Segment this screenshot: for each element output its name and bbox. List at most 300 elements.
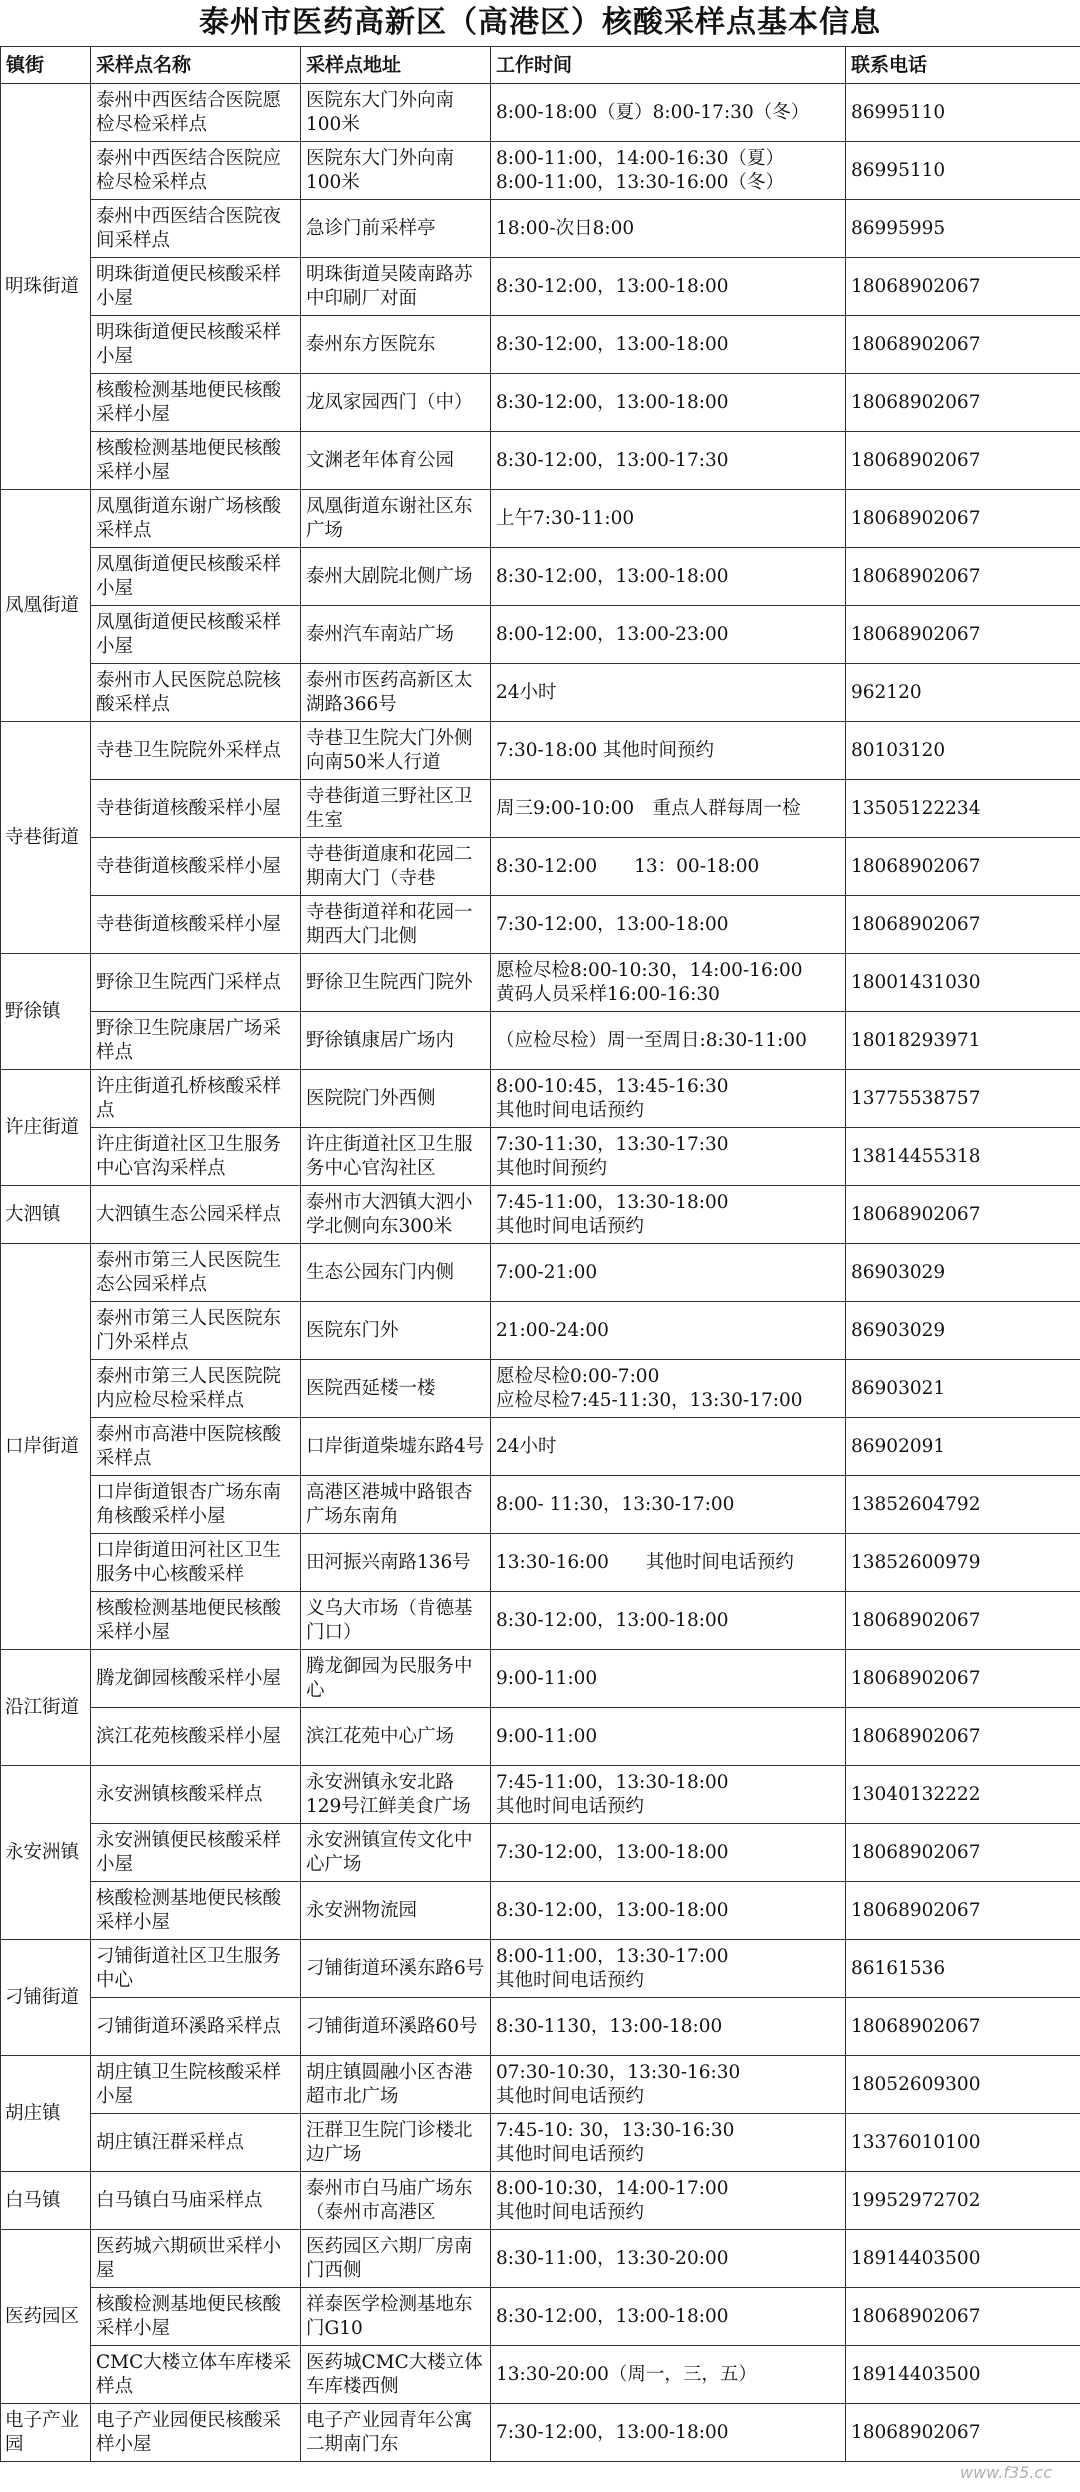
address-cell-text: 电子产业园青年公寓二期南门东 — [306, 2409, 473, 2455]
hours-cell — [491, 1070, 846, 1128]
site-name-cell-text: 凤凰街道东谢广场核酸采样点 — [96, 495, 282, 541]
table-row — [1, 2114, 1080, 2172]
site-name-cell-text: 寺巷街道核酸采样小屋 — [96, 913, 282, 935]
phone-cell-text: 86903029 — [851, 1319, 946, 1341]
town-cell: 明珠街道 — [1, 84, 91, 490]
phone-cell-text: 962120 — [851, 681, 922, 703]
phone-cell — [846, 1418, 1080, 1476]
table-row — [1, 2056, 1080, 2114]
site-name-cell — [91, 316, 301, 374]
hours-cell — [491, 1824, 846, 1882]
table-row — [1, 1592, 1080, 1650]
site-name-cell — [91, 1302, 301, 1360]
phone-cell-text: 86903021 — [851, 1377, 946, 1399]
address-cell-text: 龙凤家园西门（中） — [306, 391, 473, 413]
address-cell — [301, 1882, 491, 1940]
site-name-cell-text: 大泗镇生态公园采样点 — [96, 1203, 282, 1225]
phone-cell-text: 18068902067 — [851, 1899, 981, 1921]
town-cell: 口岸街道 — [1, 1244, 91, 1650]
site-name-cell — [91, 1766, 301, 1824]
phone-cell-text: 18068902067 — [851, 1203, 981, 1225]
phone-cell — [846, 258, 1080, 316]
column-header-site-name: 采样点名称 — [91, 47, 301, 84]
table-row — [1, 780, 1080, 838]
table-header-row — [1, 47, 1080, 84]
address-cell-text: 永安洲镇永安北路129号江鲜美食广场 — [306, 1771, 471, 1817]
table-row — [1, 1128, 1080, 1186]
site-name-cell-text: 泰州市第三人民医院院内应检尽检采样点 — [96, 1365, 282, 1411]
hours-cell — [491, 1476, 846, 1534]
phone-cell — [846, 84, 1080, 142]
address-cell-text: 口岸街道柴墟东路4号 — [306, 1435, 485, 1457]
address-cell — [301, 2404, 491, 2462]
address-cell — [301, 1418, 491, 1476]
phone-cell — [846, 1650, 1080, 1708]
address-cell — [301, 1360, 491, 1418]
table-row — [1, 1012, 1080, 1070]
address-cell — [301, 142, 491, 200]
phone-cell — [846, 1360, 1080, 1418]
phone-cell-text: 18914403500 — [851, 2363, 981, 2385]
site-name-cell — [91, 2288, 301, 2346]
phone-cell-text: 13040132222 — [851, 1783, 981, 1805]
phone-cell-text: 86995995 — [851, 217, 946, 239]
hours-cell-text: 8:30-12:00，13:00-18:00 — [496, 565, 729, 587]
address-cell — [301, 374, 491, 432]
address-cell-text: 医院东门外 — [306, 1319, 399, 1341]
phone-cell-text: 13852604792 — [851, 1493, 981, 1515]
phone-cell — [846, 1244, 1080, 1302]
address-cell-text: 永安洲物流园 — [306, 1899, 418, 1921]
column-header-hours: 工作时间 — [491, 47, 846, 84]
hours-cell — [491, 2056, 846, 2114]
table-row — [1, 2172, 1080, 2230]
town-cell: 刁铺街道 — [1, 1940, 91, 2056]
address-cell-text: 野徐镇康居广场内 — [306, 1029, 455, 1051]
address-cell-text: 泰州市大泗镇大泗小学北侧向东300米 — [306, 1191, 473, 1237]
address-cell — [301, 2114, 491, 2172]
site-name-cell-text: 核酸检测基地便民核酸采样小屋 — [96, 2293, 282, 2339]
phone-cell-text: 86995110 — [851, 159, 946, 181]
table-row — [1, 1998, 1080, 2056]
address-cell-text: 泰州汽车南站广场 — [306, 623, 455, 645]
phone-cell-text: 18068902067 — [851, 2421, 981, 2443]
address-cell-text: 医院东大门外向南100米 — [306, 89, 455, 135]
hours-cell-text: 8:30-12:00，13:00-18:00 — [496, 1899, 729, 1921]
site-name-cell-text: 野徐卫生院西门采样点 — [96, 971, 282, 993]
phone-cell-text: 18068902067 — [851, 565, 981, 587]
phone-cell — [846, 316, 1080, 374]
table-row — [1, 1360, 1080, 1418]
address-cell — [301, 258, 491, 316]
address-cell-text: 医院院门外西侧 — [306, 1087, 436, 1109]
column-header-address: 采样点地址 — [301, 47, 491, 84]
address-cell-text: 滨江花苑中心广场 — [306, 1725, 455, 1747]
hours-cell — [491, 200, 846, 258]
address-cell-text: 泰州东方医院东 — [306, 333, 436, 355]
sampling-sites-table — [0, 46, 1080, 2462]
site-name-cell-text: 核酸检测基地便民核酸采样小屋 — [96, 437, 282, 483]
address-cell — [301, 1302, 491, 1360]
hours-cell — [491, 1882, 846, 1940]
phone-cell — [846, 1882, 1080, 1940]
hours-cell-text: 7:45-11:00，13:30-18:00 其他时间电话预约 — [496, 1771, 729, 1817]
site-name-cell — [91, 84, 301, 142]
address-cell — [301, 316, 491, 374]
address-cell-text: 医药园区六期厂房南门西侧 — [306, 2235, 473, 2281]
hours-cell-text: 8:30-12:00，13:00-18:00 — [496, 333, 729, 355]
hours-cell-text: （应检尽检）周一至周日:8:30-11:00 — [496, 1029, 807, 1051]
hours-cell — [491, 664, 846, 722]
address-cell — [301, 490, 491, 548]
table-row — [1, 2230, 1080, 2288]
phone-cell — [846, 2114, 1080, 2172]
hours-cell — [491, 548, 846, 606]
hours-cell — [491, 1534, 846, 1592]
site-name-cell-text: 寺巷街道核酸采样小屋 — [96, 855, 282, 877]
town-cell: 电子产业园 — [1, 2404, 91, 2462]
phone-cell-text: 13814455318 — [851, 1145, 981, 1167]
phone-cell — [846, 1592, 1080, 1650]
phone-cell — [846, 1824, 1080, 1882]
site-name-cell-text: 医药城六期硕世采样小屋 — [96, 2235, 282, 2281]
site-name-cell — [91, 1070, 301, 1128]
table-row — [1, 142, 1080, 200]
phone-cell-text: 86902091 — [851, 1435, 946, 1457]
site-name-cell — [91, 1534, 301, 1592]
site-name-cell — [91, 1824, 301, 1882]
address-cell — [301, 1476, 491, 1534]
phone-cell-text: 86903029 — [851, 1261, 946, 1283]
hours-cell-text: 8:30-11:00，13:30-20:00 — [496, 2247, 729, 2269]
site-name-cell-text: 永安洲镇便民核酸采样小屋 — [96, 1829, 282, 1875]
site-name-cell-text: 明珠街道便民核酸采样小屋 — [96, 263, 282, 309]
hours-cell — [491, 490, 846, 548]
hours-cell-text: 8:00-11:00，13:30-17:00 其他时间电话预约 — [496, 1945, 729, 1991]
table-row — [1, 1244, 1080, 1302]
table-row — [1, 1186, 1080, 1244]
address-cell — [301, 2288, 491, 2346]
address-cell-text: 汪群卫生院门诊楼北边广场 — [306, 2119, 473, 2165]
table-row — [1, 432, 1080, 490]
site-name-cell — [91, 258, 301, 316]
address-cell — [301, 1998, 491, 2056]
phone-cell-text: 18068902067 — [851, 2305, 981, 2327]
hours-cell — [491, 2346, 846, 2404]
hours-cell — [491, 1418, 846, 1476]
phone-cell — [846, 142, 1080, 200]
site-name-cell — [91, 722, 301, 780]
site-name-cell — [91, 1940, 301, 1998]
hours-cell-text: 18:00-次日8:00 — [496, 217, 635, 239]
site-name-cell — [91, 142, 301, 200]
phone-cell-text: 18018293971 — [851, 1029, 981, 1051]
address-cell-text: 寺巷街道祥和花园一期西大门北侧 — [306, 901, 473, 947]
site-name-cell — [91, 2346, 301, 2404]
table-row — [1, 84, 1080, 142]
phone-cell-text: 18068902067 — [851, 333, 981, 355]
phone-cell-text: 18068902067 — [851, 623, 981, 645]
hours-cell — [491, 1302, 846, 1360]
site-name-cell — [91, 664, 301, 722]
phone-cell — [846, 1998, 1080, 2056]
site-name-cell — [91, 1360, 301, 1418]
hours-cell-text: 21:00-24:00 — [496, 1319, 609, 1341]
table-row — [1, 606, 1080, 664]
hours-cell — [491, 954, 846, 1012]
site-name-cell-text: 永安洲镇核酸采样点 — [96, 1783, 263, 1805]
hours-cell-text: 愿检尽检8:00-10:30，14:00-16:00 黄码人员采样16:00-16:30 — [496, 959, 803, 1005]
phone-cell — [846, 374, 1080, 432]
table-row — [1, 1534, 1080, 1592]
phone-cell-text: 18068902067 — [851, 855, 981, 877]
hours-cell-text: 8:30-1130，13:00-18:00 — [496, 2015, 723, 2037]
address-cell-text: 刁铺街道环溪路60号 — [306, 2015, 478, 2037]
phone-cell-text: 18068902067 — [851, 1609, 981, 1631]
address-cell — [301, 954, 491, 1012]
address-cell-text: 医院西延楼一楼 — [306, 1377, 436, 1399]
hours-cell — [491, 896, 846, 954]
hours-cell — [491, 316, 846, 374]
hours-cell — [491, 2172, 846, 2230]
address-cell — [301, 1766, 491, 1824]
phone-cell-text: 86995110 — [851, 101, 946, 123]
hours-cell-text: 8:30-12:00，13:00-17:30 — [496, 449, 729, 471]
address-cell-text: 义乌大市场（肯德基门口） — [306, 1597, 473, 1643]
hours-cell-text: 7:30-11:30，13:30-17:30 其他时间预约 — [496, 1133, 729, 1179]
address-cell — [301, 432, 491, 490]
hours-cell-text: 7:00-21:00 — [496, 1261, 598, 1283]
hours-cell-text: 8:00-12:00，13:00-23:00 — [496, 623, 729, 645]
table-row — [1, 1882, 1080, 1940]
hours-cell-text: 8:00-10:45，13:45-16:30 其他时间电话预约 — [496, 1075, 729, 1121]
site-name-cell — [91, 432, 301, 490]
phone-cell — [846, 1012, 1080, 1070]
site-name-cell-text: 胡庄镇汪群采样点 — [96, 2131, 245, 2153]
phone-cell-text: 86161536 — [851, 1957, 946, 1979]
address-cell-text: 寺巷卫生院大门外侧向南50米人行道 — [306, 727, 473, 773]
site-name-cell — [91, 1650, 301, 1708]
address-cell-text: 医院东大门外向南100米 — [306, 147, 455, 193]
phone-cell-text: 18052609300 — [851, 2073, 981, 2095]
hours-cell — [491, 1128, 846, 1186]
town-cell: 医药园区 — [1, 2230, 91, 2404]
site-name-cell — [91, 780, 301, 838]
address-cell — [301, 1940, 491, 1998]
site-name-cell — [91, 1244, 301, 1302]
phone-cell-text: 80103120 — [851, 739, 946, 761]
site-name-cell — [91, 548, 301, 606]
address-cell-text: 野徐卫生院西门院外 — [306, 971, 473, 993]
hours-cell-text: 8:30-12:00，13:00-18:00 — [496, 1609, 729, 1631]
table-body — [1, 84, 1080, 2462]
phone-cell — [846, 2404, 1080, 2462]
address-cell — [301, 606, 491, 664]
address-cell — [301, 1186, 491, 1244]
address-cell-text: 田河振兴南路136号 — [306, 1551, 471, 1573]
hours-cell-text: 13:30-20:00（周一，三，五） — [496, 2363, 757, 2385]
address-cell — [301, 1128, 491, 1186]
hours-cell-text: 7:30-12:00，13:00-18:00 — [496, 1841, 729, 1863]
hours-cell — [491, 1708, 846, 1766]
phone-cell — [846, 548, 1080, 606]
site-name-cell-text: 许庄街道孔桥核酸采样点 — [96, 1075, 282, 1121]
site-name-cell-text: 泰州中西医结合医院夜间采样点 — [96, 205, 282, 251]
hours-cell-text: 7:30-12:00，13:00-18:00 — [496, 2421, 729, 2443]
town-cell: 胡庄镇 — [1, 2056, 91, 2172]
phone-cell-text: 18001431030 — [851, 971, 981, 993]
hours-cell — [491, 1650, 846, 1708]
hours-cell-text: 7:45-10: 30，13:30-16:30 其他时间电话预约 — [496, 2119, 735, 2165]
phone-cell — [846, 1534, 1080, 1592]
site-name-cell — [91, 374, 301, 432]
hours-cell — [491, 1244, 846, 1302]
town-cell: 寺巷街道 — [1, 722, 91, 954]
address-cell — [301, 2346, 491, 2404]
town-cell: 野徐镇 — [1, 954, 91, 1070]
site-name-cell-text: 核酸检测基地便民核酸采样小屋 — [96, 1887, 282, 1933]
phone-cell — [846, 1302, 1080, 1360]
site-name-cell — [91, 1012, 301, 1070]
hours-cell — [491, 374, 846, 432]
site-name-cell-text: 核酸检测基地便民核酸采样小屋 — [96, 379, 282, 425]
phone-cell-text: 18068902067 — [851, 2015, 981, 2037]
table-row — [1, 490, 1080, 548]
site-name-cell — [91, 606, 301, 664]
hours-cell — [491, 432, 846, 490]
page-title: 泰州市医药高新区（高港区）核酸采样点基本信息 — [199, 5, 881, 40]
site-name-cell-text: 刁铺街道社区卫生服务中心 — [96, 1945, 282, 1991]
table-row — [1, 200, 1080, 258]
address-cell-text: 泰州市医药高新区太湖路366号 — [306, 669, 473, 715]
hours-cell — [491, 142, 846, 200]
phone-cell — [846, 2230, 1080, 2288]
phone-cell — [846, 606, 1080, 664]
hours-cell-text: 24小时 — [496, 1435, 557, 1457]
site-name-cell-text: 核酸检测基地便民核酸采样小屋 — [96, 1597, 282, 1643]
phone-cell-text: 18914403500 — [851, 2247, 981, 2269]
phone-cell-text: 18068902067 — [851, 1667, 981, 1689]
address-cell — [301, 722, 491, 780]
address-cell — [301, 2230, 491, 2288]
column-header-town: 镇街 — [1, 47, 91, 84]
phone-cell-text: 18068902067 — [851, 1841, 981, 1863]
address-cell-text: 祥泰医学检测基地东门G10 — [306, 2293, 473, 2339]
town-cell: 白马镇 — [1, 2172, 91, 2230]
table-row — [1, 2404, 1080, 2462]
table-row — [1, 548, 1080, 606]
phone-cell-text: 13376010100 — [851, 2131, 981, 2153]
address-cell-text: 刁铺街道环溪东路6号 — [306, 1957, 485, 1979]
site-name-cell-text: 电子产业园便民核酸采样小屋 — [96, 2409, 282, 2455]
phone-cell-text: 18068902067 — [851, 913, 981, 935]
site-name-cell-text: 野徐卫生院康居广场采样点 — [96, 1017, 282, 1063]
address-cell — [301, 2172, 491, 2230]
site-name-cell-text: 口岸街道田河社区卫生服务中心核酸采样 — [96, 1539, 282, 1585]
hours-cell — [491, 84, 846, 142]
address-cell — [301, 1708, 491, 1766]
phone-cell — [846, 1476, 1080, 1534]
site-name-cell — [91, 2114, 301, 2172]
phone-cell — [846, 2346, 1080, 2404]
site-name-cell-text: 泰州市人民医院总院核酸采样点 — [96, 669, 282, 715]
phone-cell — [846, 1186, 1080, 1244]
site-name-cell-text: 泰州中西医结合医院应检尽检采样点 — [96, 147, 282, 193]
phone-cell — [846, 954, 1080, 1012]
hours-cell — [491, 1998, 846, 2056]
table-row — [1, 2346, 1080, 2404]
table-row — [1, 1940, 1080, 1998]
address-cell — [301, 896, 491, 954]
hours-cell-text: 13:30-16:00 其他时间电话预约 — [496, 1551, 794, 1573]
site-name-cell-text: 腾龙御园核酸采样小屋 — [96, 1667, 282, 1689]
phone-cell-text: 13505122234 — [851, 797, 981, 819]
phone-cell — [846, 896, 1080, 954]
hours-cell — [491, 2114, 846, 2172]
hours-cell — [491, 258, 846, 316]
address-cell-text: 寺巷街道康和花园二期南大门（寺巷 — [306, 843, 473, 889]
hours-cell-text: 8:00- 11:30，13:30-17:00 — [496, 1493, 735, 1515]
phone-cell — [846, 2288, 1080, 2346]
site-name-cell-text: 泰州中西医结合医院愿检尽检采样点 — [96, 89, 282, 135]
address-cell-text: 胡庄镇圆融小区杏港超市北广场 — [306, 2061, 473, 2107]
phone-cell-text: 13852600979 — [851, 1551, 981, 1573]
hours-cell — [491, 1012, 846, 1070]
site-name-cell — [91, 1476, 301, 1534]
town-cell: 沿江街道 — [1, 1650, 91, 1766]
site-name-cell — [91, 1998, 301, 2056]
address-cell-text: 泰州大剧院北侧广场 — [306, 565, 473, 587]
town-cell: 凤凰街道 — [1, 490, 91, 722]
address-cell-text: 泰州市白马庙广场东（泰州市高港区 — [306, 2177, 473, 2223]
site-name-cell — [91, 1592, 301, 1650]
phone-cell — [846, 1940, 1080, 1998]
hours-cell — [491, 1592, 846, 1650]
site-name-cell-text: CMC大楼立体车库楼采样点 — [96, 2351, 292, 2397]
site-name-cell — [91, 896, 301, 954]
site-name-cell-text: 凤凰街道便民核酸采样小屋 — [96, 611, 282, 657]
phone-cell — [846, 780, 1080, 838]
hours-cell-text: 24小时 — [496, 681, 557, 703]
site-name-cell-text: 刁铺街道环溪路采样点 — [96, 2015, 282, 2037]
hours-cell — [491, 1360, 846, 1418]
table-row — [1, 2288, 1080, 2346]
phone-cell — [846, 200, 1080, 258]
site-name-cell — [91, 1186, 301, 1244]
hours-cell-text: 7:30-12:00，13:00-18:00 — [496, 913, 729, 935]
site-name-cell — [91, 1418, 301, 1476]
phone-cell — [846, 490, 1080, 548]
site-name-cell — [91, 2172, 301, 2230]
hours-cell-text: 8:00-18:00（夏）8:00-17:30（冬） — [496, 101, 810, 123]
address-cell — [301, 1070, 491, 1128]
hours-cell-text: 周三9:00-10:00 重点人群每周一检 — [496, 797, 801, 819]
site-name-cell-text: 寺巷卫生院院外采样点 — [96, 739, 282, 761]
hours-cell — [491, 1186, 846, 1244]
hours-cell-text: 愿检尽检0:00-7:00 应检尽检7:45-11:30，13:30-17:00 — [496, 1365, 803, 1411]
address-cell — [301, 838, 491, 896]
address-cell-text: 高港区港城中路银杏广场东南角 — [306, 1481, 473, 1527]
hours-cell — [491, 1940, 846, 1998]
site-name-cell — [91, 490, 301, 548]
phone-cell-text: 19952972702 — [851, 2189, 981, 2211]
table-row — [1, 316, 1080, 374]
table-row — [1, 1708, 1080, 1766]
phone-cell — [846, 1766, 1080, 1824]
table-row — [1, 1418, 1080, 1476]
hours-cell — [491, 606, 846, 664]
address-cell-text: 生态公园东门内侧 — [306, 1261, 455, 1283]
